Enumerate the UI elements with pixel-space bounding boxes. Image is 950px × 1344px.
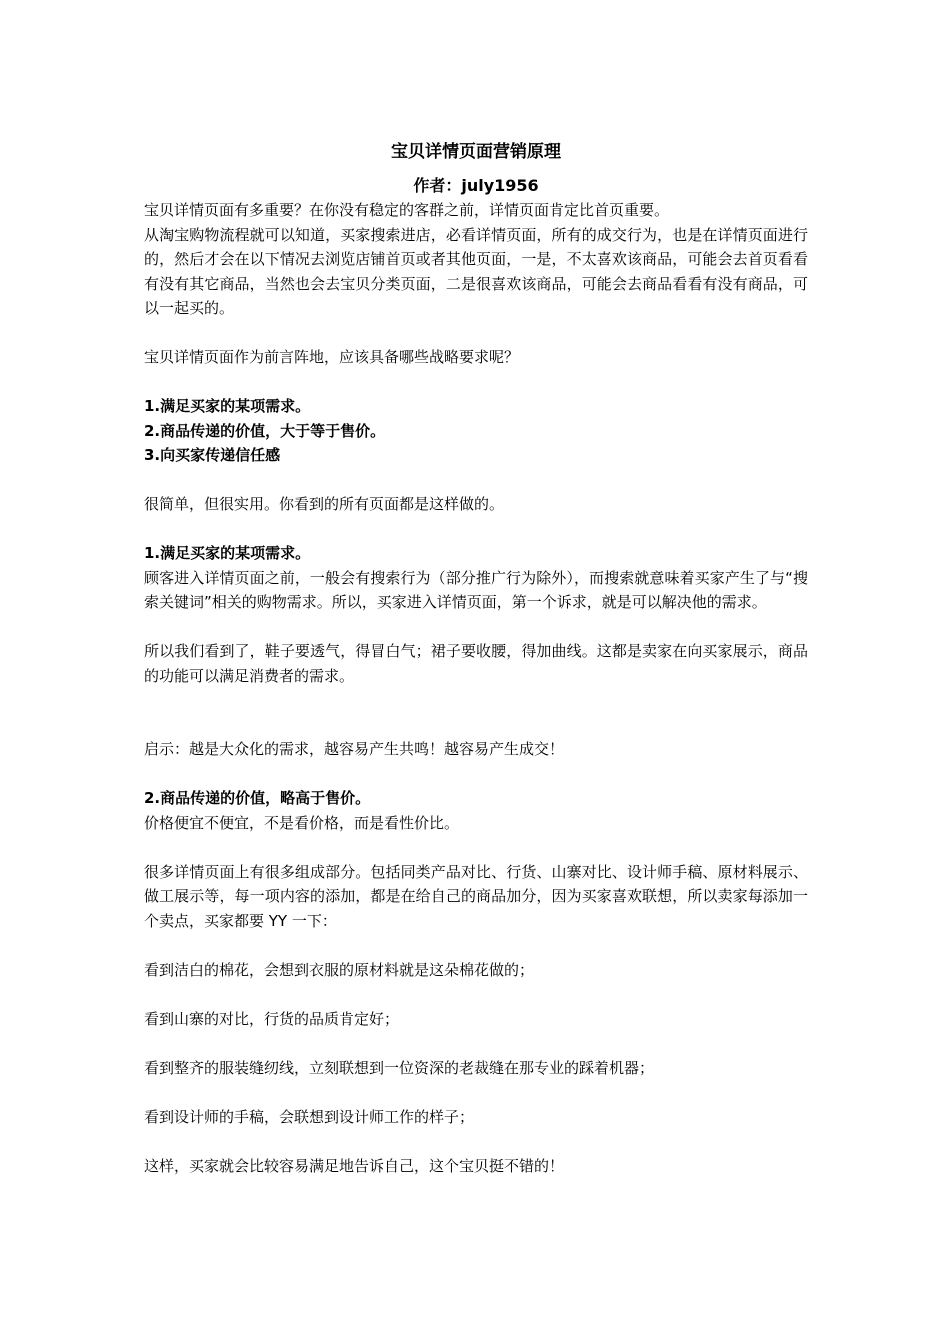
- section-heading-1: 1.满足买家的某项需求。: [144, 544, 311, 562]
- paragraph-strategy-question: 宝贝详情页面作为前言阵地，应该具备哪些战略要求呢？: [144, 348, 520, 366]
- paragraph-simple: 很简单，但很实用。你看到的所有页面都是这样做的。: [144, 495, 505, 513]
- paragraph-designer: 看到设计师的手稿，会联想到设计师工作的样子；: [144, 1107, 475, 1126]
- paragraph-shopping-flow: 从淘宝购物流程就可以知道，买家搜索进店，必看详情页面，所有的成交行为，也是在详情页面进行的，然后才会在以下情况去浏览店铺首页或者其他页面，一是，不太喜欢该商品，可能会去首页看看有没有其它商品，当然也会去宝贝分类页面，二是很喜欢该商品，可能会去商品看看有没有商品，可以一起买的。: [144, 225, 808, 317]
- paragraph-search-need: 顾客进入详情页面之前，一般会有搜索行为（部分推广行为除外），而搜索就意味着买家产生了与“搜索关键词”相关的购物需求。所以，买家进入详情页面，第一个诉求，就是可以解决他的需求。: [144, 568, 808, 611]
- paragraph-importance: 宝贝详情页面有多重要？在你没有稳定的客群之前，详情页面肯定比首页重要。: [144, 201, 670, 219]
- document-title: 宝贝详情页面营销原理: [391, 142, 561, 162]
- paragraph-components: 很多详情页面上有很多组成部分。包括同类产品对比、行货、山寨对比、设计师手稿、原材料展示、做工展示等，每一项内容的添加，都是在给自己的商品加分，因为买家喜欢联想，所以卖家每添加一个卖点，买家都要 YY 一下：: [144, 862, 808, 930]
- paragraph-sewing: 看到整齐的服装缝纫线，立刻联想到一位资深的老裁缝在那专业的踩着机器；: [144, 1058, 655, 1077]
- paragraph-examples: 所以我们看到了，鞋子要透气，得冒白气；裙子要收腰，得加曲线。这都是卖家在向买家展示，商品的功能可以满足消费者的需求。: [144, 642, 808, 685]
- list-item: 1.满足买家的某项需求。: [144, 397, 311, 415]
- section-heading-2: 2.商品传递的价值，略高于售价。: [144, 789, 371, 807]
- paragraph-cotton: 看到洁白的棉花，会想到衣服的原材料就是这朵棉花做的；: [144, 960, 535, 979]
- list-item: 3.向买家传递信任感: [144, 446, 281, 464]
- list-item: 2.商品传递的价值，大于等于售价。: [144, 421, 386, 440]
- paragraph-insight: 启示：越是大众化的需求，越容易产生共鸣！越容易产生成交！: [144, 740, 565, 758]
- paragraph-conclusion: 这样，买家就会比较容易满足地告诉自己，这个宝贝挺不错的！: [144, 1156, 565, 1175]
- paragraph-comparison: 看到山寨的对比，行货的品质肯定好；: [144, 1009, 400, 1028]
- document-author: 作者：july1956: [413, 176, 539, 195]
- paragraph-price: 价格便宜不便宜，不是看价格，而是看性价比。: [144, 813, 460, 832]
- document-page: [144, 140, 808, 1178]
